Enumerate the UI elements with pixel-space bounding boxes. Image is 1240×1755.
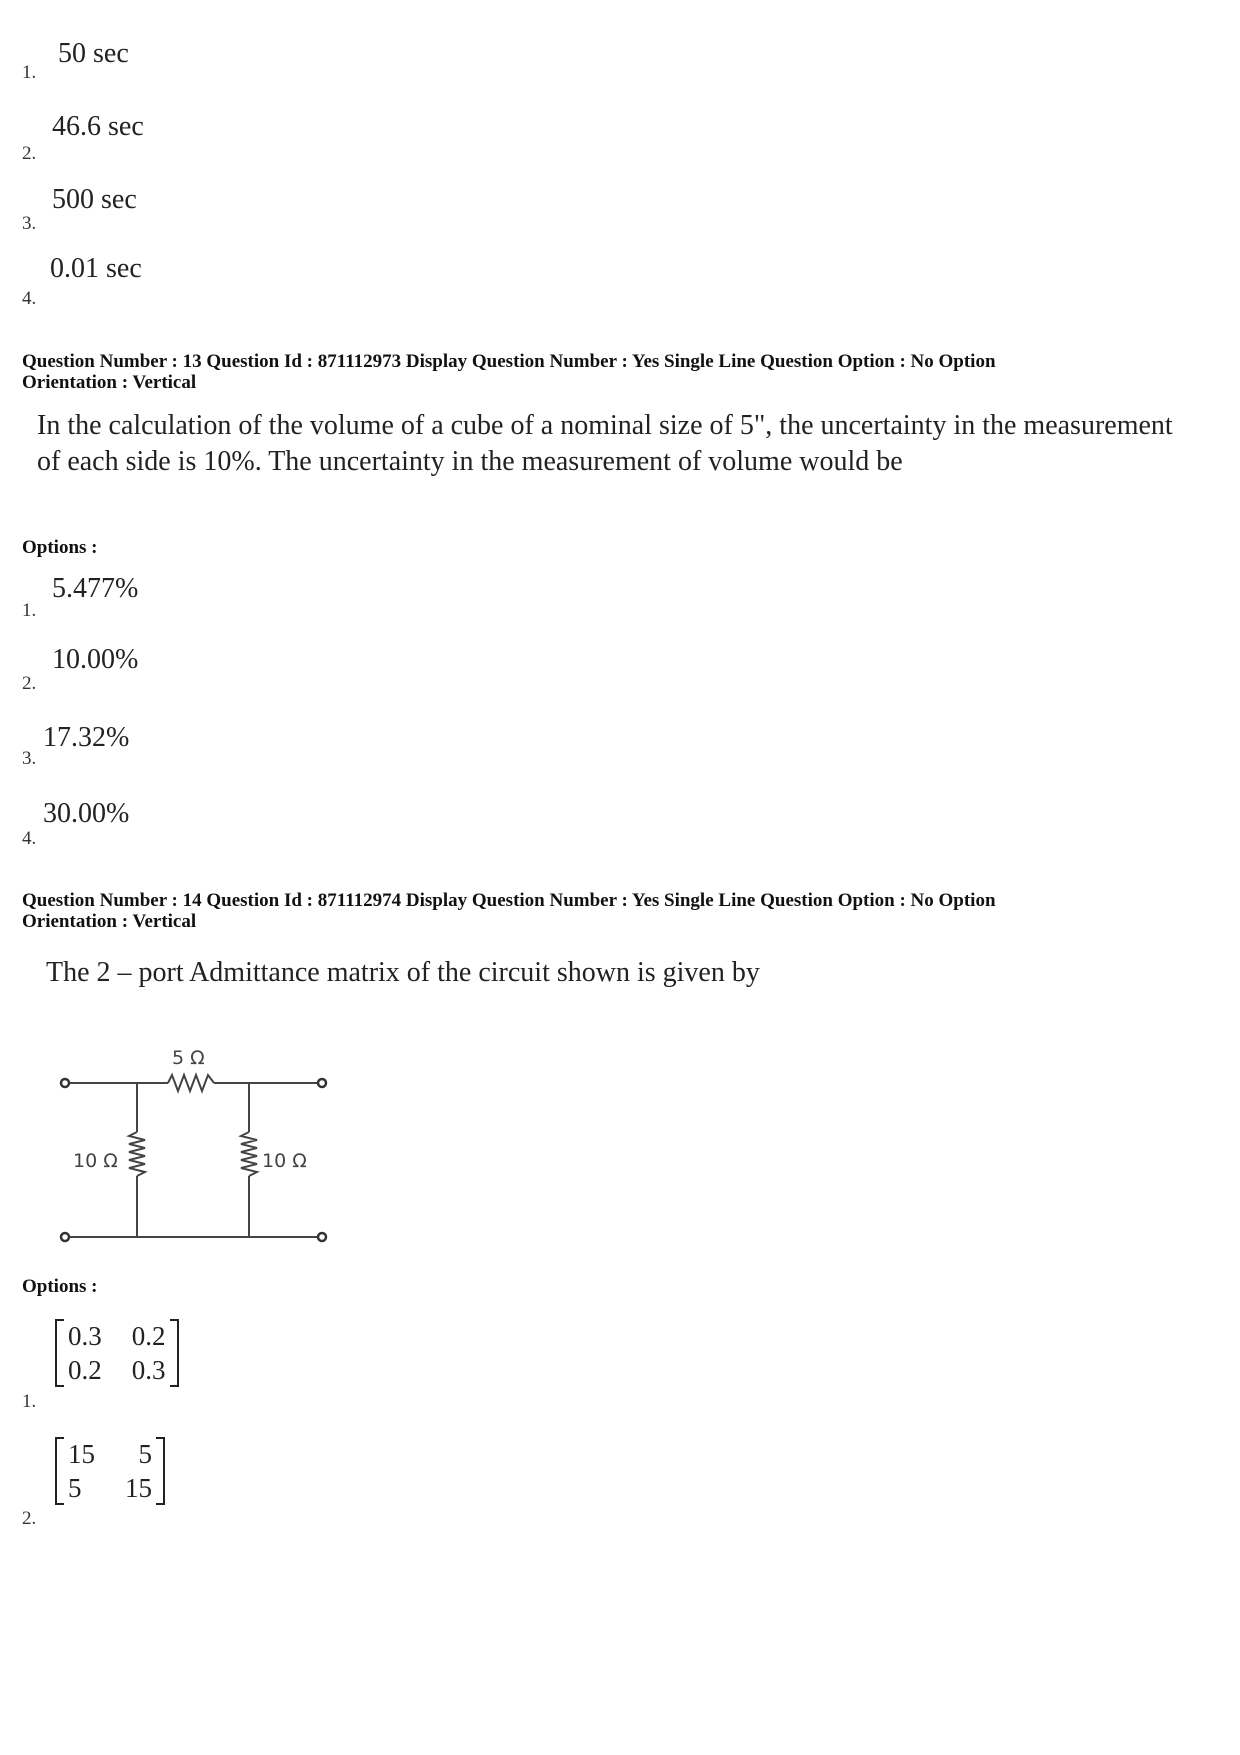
- matrix-left-bracket: [55, 1437, 64, 1505]
- left-shunt-resistor-label: 10 Ω: [73, 1150, 118, 1172]
- q13-option-2-number: 2.: [22, 673, 37, 694]
- terminal-1-bottom: [61, 1233, 69, 1241]
- q13-option-4-text[interactable]: 30.00%: [43, 798, 130, 829]
- prev-option-4-number: 4.: [22, 288, 37, 309]
- matrix-table: [64, 1319, 170, 1387]
- q13-option-1-text[interactable]: 5.477%: [52, 573, 139, 604]
- matrix-cell: 5: [138, 1439, 152, 1469]
- matrix-table: [64, 1437, 156, 1505]
- matrix-cell: 0.2: [131, 1321, 166, 1351]
- q14-option-2-matrix[interactable]: [55, 1437, 165, 1505]
- series-resistor-label: 5 Ω: [172, 1047, 205, 1069]
- matrix-cell: 5: [68, 1473, 82, 1503]
- prev-option-2-number: 2.: [22, 143, 37, 164]
- pi-network-circuit-diagram: [50, 1040, 350, 1255]
- prev-option-4-text: 0.01 sec: [50, 253, 142, 284]
- matrix-cell: 15: [68, 1439, 95, 1469]
- q14-question-text: The 2 – port Admittance matrix of the circuit shown is given by: [46, 957, 760, 988]
- q14-option-1-number: 1.: [22, 1391, 37, 1412]
- q14-header-line1: Question Number : 14 Question Id : 871112974 Display Question Number : Yes Single Line Question Option : No Option: [22, 890, 996, 911]
- q13-option-3-text[interactable]: 17.32%: [43, 722, 130, 753]
- q14-options-label: Options :: [22, 1276, 98, 1297]
- matrix-cell: 0.2: [68, 1355, 102, 1385]
- q14-header-line2: Orientation : Vertical: [22, 911, 197, 932]
- prev-option-1-text: 50 sec: [58, 38, 129, 69]
- q13-option-4-number: 4.: [22, 828, 37, 849]
- matrix-right-bracket: [170, 1319, 179, 1387]
- q13-header: [22, 351, 1202, 393]
- right-shunt-resistor-label: 10 Ω: [262, 1150, 307, 1172]
- matrix-right-bracket: [156, 1437, 165, 1505]
- q13-options-label: Options :: [22, 537, 98, 558]
- q14-option-1-matrix[interactable]: [55, 1319, 179, 1387]
- q13-header-line2: Orientation : Vertical: [22, 372, 197, 393]
- q13-option-2-text[interactable]: 10.00%: [52, 644, 139, 675]
- prev-option-2-text: 46.6 sec: [52, 111, 144, 142]
- q13-option-3-number: 3.: [22, 748, 37, 769]
- prev-option-1-number: 1.: [22, 62, 37, 83]
- terminal-2-top: [318, 1079, 326, 1087]
- q14-header: [22, 890, 1202, 932]
- matrix-cell: 15: [125, 1473, 152, 1503]
- prev-option-3-number: 3.: [22, 213, 37, 234]
- prev-option-3-text: 500 sec: [52, 184, 137, 215]
- q13-header-line1: Question Number : 13 Question Id : 871112973 Display Question Number : Yes Single Line Question Option : No Option: [22, 351, 996, 372]
- matrix-cell: 0.3: [68, 1321, 102, 1351]
- matrix-cell: 0.3: [131, 1355, 166, 1385]
- q13-option-1-number: 1.: [22, 600, 37, 621]
- q13-question-text: In the calculation of the volume of a cube of a nominal size of 5", the uncertainty in the measurement of each side is 10%. The uncertainty in the measurement of volume would be: [37, 410, 1173, 477]
- matrix-left-bracket: [55, 1319, 64, 1387]
- terminal-2-bottom: [318, 1233, 326, 1241]
- q14-option-2-number: 2.: [22, 1508, 37, 1529]
- terminal-1-top: [61, 1079, 69, 1087]
